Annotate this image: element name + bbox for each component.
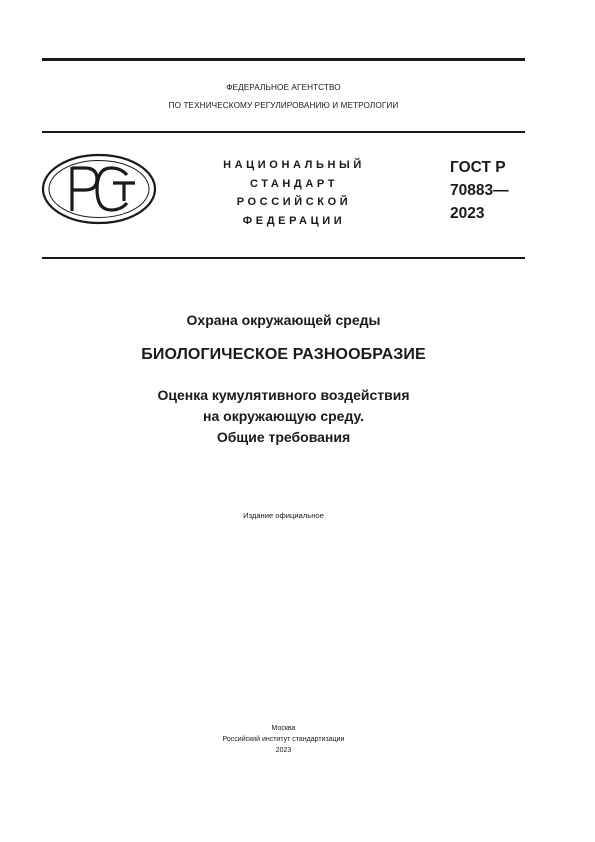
designation-line: 70883— (450, 182, 509, 199)
top-rule (42, 58, 525, 61)
standard-designation (450, 156, 509, 225)
subtitle-line: Оценка кумулятивного воздействия (157, 387, 410, 403)
publisher-year: 2023 (275, 747, 292, 754)
publisher-block (42, 723, 525, 756)
document-title-line-1: Охрана окружающей среды (186, 312, 381, 328)
publisher-name: Российский институт стандартизации (222, 736, 345, 743)
agency-name-line-2: ПО ТЕХНИЧЕСКОМУ РЕГУЛИРОВАНИЮ И МЕТРОЛОГИИ (168, 101, 399, 110)
official-edition-label: Издание официальное (243, 511, 324, 520)
designation-line: ГОСТ Р (450, 159, 506, 176)
standard-type-line: РОССИЙСКОЙ (236, 196, 352, 208)
publisher-city: Москва (271, 725, 296, 732)
title-block-rule (42, 257, 525, 259)
standard-type-line: СТАНДАРТ (249, 177, 339, 190)
subtitle-line: Общие требования (216, 429, 351, 445)
subtitle-line: на окружающую среду. (203, 408, 364, 424)
header-rule (42, 131, 525, 133)
standard-type-line: НАЦИОНАЛЬНЫЙ (223, 159, 365, 171)
standard-type-line: ФЕДЕРАЦИИ (242, 214, 346, 227)
standard-type (205, 156, 383, 230)
document-title-line-2: БИОЛОГИЧЕСКОЕ РАЗНООБРАЗИЕ (141, 346, 426, 363)
agency-name-line-1: ФЕДЕРАЛЬНОЕ АГЕНТСТВО (226, 83, 341, 92)
designation-line: 2023 (450, 205, 485, 222)
document-subtitle (42, 385, 525, 448)
gost-r-certification-mark-icon (41, 153, 157, 225)
